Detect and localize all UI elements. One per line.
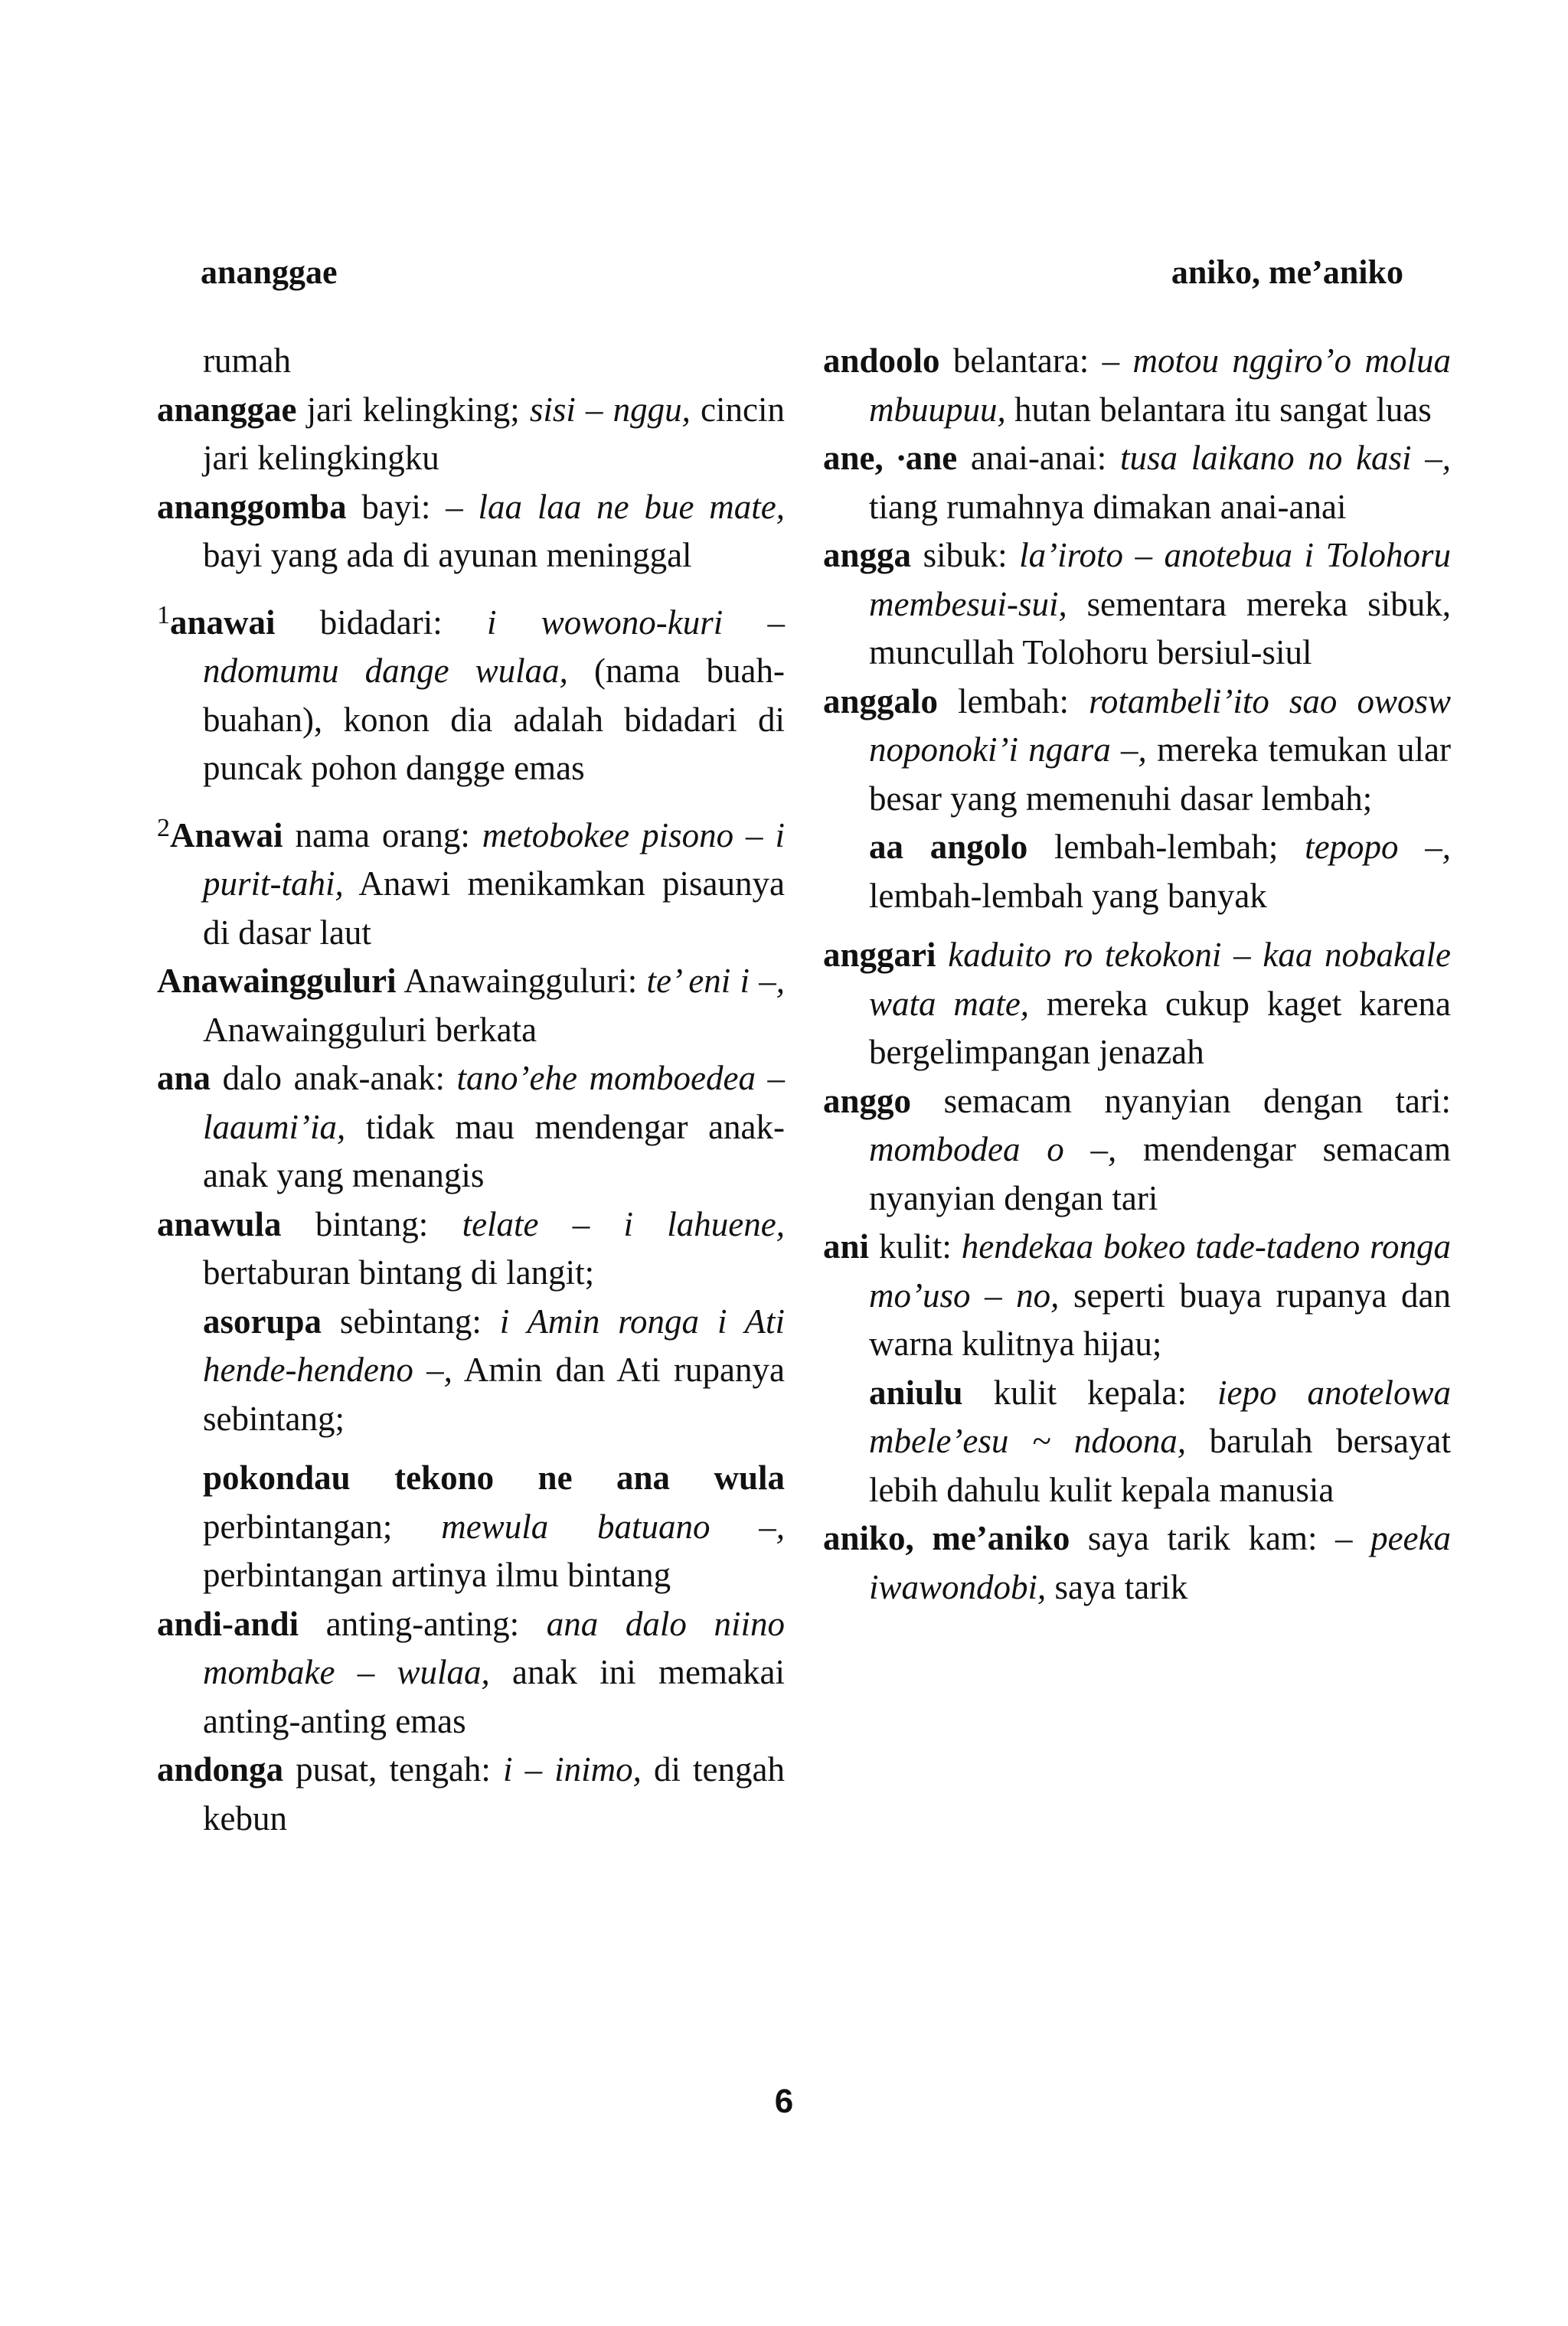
definition: Anawaingguluri: (396, 962, 647, 1000)
headword: anggalo (823, 681, 939, 720)
translation: Anawi menikamkan pisaunya di dasar laut (203, 864, 785, 952)
entry-ani (823, 1223, 1451, 1369)
headword: ana (157, 1059, 211, 1097)
translation: sementara mereka sibuk, muncullah Tolohoru bersiul-siul (869, 584, 1451, 671)
example: i wowono-kuri – ndomumu dange wulaa, (203, 603, 785, 690)
headword: Anawai (170, 815, 283, 854)
entry-ananggomba (157, 483, 785, 580)
definition: sebintang: (322, 1302, 500, 1341)
subentry-asorupa (157, 1298, 785, 1444)
headword: anawai (170, 603, 276, 642)
example: tusa laikano no kasi –, (1119, 439, 1452, 477)
translation: anak ini memakai anting-anting emas (203, 1653, 785, 1740)
definition: nama orang: (283, 815, 482, 854)
entry-anggari (823, 931, 1451, 1077)
entry-ananggae (157, 386, 785, 483)
definition (936, 936, 949, 974)
subentry-aniulu (823, 1369, 1451, 1515)
example: kaduito ro tekokoni – kaa nobakale wata mate, (869, 936, 1451, 1023)
definition: perbintangan; (203, 1507, 442, 1546)
example: tepopo –, (1305, 828, 1451, 866)
translation: lembah-lembah yang banyak (869, 876, 1267, 915)
entry-anawula (157, 1201, 785, 1298)
definition: bayi: – (346, 487, 479, 526)
example: metobokee pisono – i purit-tahi, (203, 815, 785, 903)
entry-anggalo (823, 678, 1451, 824)
entry-angga (823, 531, 1451, 678)
headword: aniulu (869, 1373, 963, 1412)
translation: di tengah kebun (203, 1750, 785, 1838)
translation: seperti buaya rupanya dan warna kulitnya hijau; (869, 1276, 1451, 1363)
example: tano’ehe momboedea – laaumi’ia, (203, 1059, 785, 1146)
translation: bertaburan bintang di langit; (203, 1253, 595, 1292)
headword: aniko, me’aniko (823, 1519, 1070, 1557)
entry-ana-dalo (157, 1054, 785, 1201)
example: iepo anotelowa mbele’esu ~ ndoona, (869, 1373, 1451, 1460)
translation: mereka temukan ular besar yang memenuhi dasar lembah; (869, 730, 1451, 818)
definition: dalo anak-anak: (211, 1059, 457, 1097)
definition: bidadari: (275, 603, 487, 642)
example: ana dalo niino mombake – wulaa, (203, 1604, 785, 1691)
entry-anawai-2 (157, 804, 785, 958)
subentry-aa-angolo (823, 823, 1451, 920)
example: peeka iwawondobi, (869, 1519, 1451, 1606)
definition: anai-anai: (957, 439, 1120, 477)
example: hendekaa bokeo tade-tadeno ronga mo’uso – no, (869, 1227, 1451, 1315)
definition: sibuk: (911, 536, 1020, 574)
translation: barulah bersayat lebih dahulu kulit kepala manusia (869, 1422, 1451, 1509)
headword: ananggomba (157, 487, 347, 526)
headword: anggo (823, 1081, 912, 1120)
definition: semacam nyanyian dengan tari: (911, 1081, 1451, 1120)
headword: ani (823, 1227, 870, 1266)
entry-andoolo (823, 337, 1451, 434)
example: motou nggiro’o molua mbuupuu, (869, 341, 1451, 429)
example: telate – i lahuene, (462, 1204, 785, 1243)
entry-andi-andi (157, 1600, 785, 1746)
definition: jari kelingking; (296, 390, 530, 429)
translation: hutan belantara itu sangat luas (1005, 390, 1432, 429)
example: laa laa ne bue mate, (478, 487, 785, 526)
example: te’ eni i –, (646, 962, 785, 1000)
entry-ane (823, 434, 1451, 531)
headword: andi-andi (157, 1604, 299, 1643)
translation: mereka cukup kaget karena bergelimpangan jenazah (869, 984, 1451, 1071)
example: sisi – nggu, (529, 390, 691, 429)
entry-continuation (157, 337, 785, 386)
homonym-number: 1 (157, 600, 170, 629)
entry-anggo (823, 1077, 1451, 1223)
page-number: 6 (774, 2083, 794, 2120)
definition: anting-anting: (299, 1604, 547, 1643)
running-header-left: ananggae (201, 253, 338, 291)
translation: bayi yang ada di ayunan meninggal (203, 536, 692, 574)
headword: aa angolo (869, 828, 1028, 866)
headword: andonga (157, 1750, 284, 1789)
definition: kulit kepala: (962, 1373, 1218, 1412)
entry-aniko (823, 1514, 1451, 1612)
definition: kulit: (869, 1227, 962, 1266)
translation: mendengar semacam nyanyian dengan tari (869, 1130, 1451, 1217)
headword: pokondau tekono ne ana wula (203, 1459, 785, 1497)
translation: Anawaingguluri berkata (203, 1010, 537, 1049)
translation: perbintangan artinya ilmu bintang (203, 1556, 671, 1594)
example: i Amin ronga i Ati hende-hendeno –, (203, 1302, 786, 1389)
entry-anawaingguluri (157, 957, 785, 1054)
example: mombodea o –, (869, 1130, 1117, 1168)
translation: cincin jari kelingkingku (203, 390, 786, 477)
headword: ane, ∙ane (823, 439, 958, 477)
left-column (157, 337, 785, 1843)
headword: anawula (157, 1204, 282, 1243)
entry-andonga (157, 1746, 785, 1843)
headword: angga (823, 536, 912, 574)
entry-anawai-1 (157, 591, 785, 793)
subentry-pokondau (157, 1454, 785, 1600)
translation: tidak mau mendengar anak-anak yang menangis (203, 1107, 785, 1194)
translation: Amin dan Ati rupanya sebintang; (203, 1351, 785, 1438)
example: rotambeli’ito sao owosw noponoki’i ngara –, (869, 681, 1451, 769)
headword: asorupa (203, 1302, 322, 1341)
right-column (823, 337, 1451, 1612)
definition: pusat, tengah: (283, 1750, 503, 1789)
definition: lembah: (938, 681, 1089, 720)
translation: tiang rumahnya dimakan anai-anai (869, 487, 1347, 526)
translation: saya tarik (1046, 1567, 1188, 1606)
headword: andoolo (823, 341, 940, 380)
definition: bintang: (281, 1204, 462, 1243)
definition: saya tarik kam: – (1070, 1519, 1371, 1557)
homonym-number: 2 (157, 813, 170, 842)
translation: (nama buah-buahan), konon dia adalah bidadari di puncak pohon dangge emas (203, 652, 785, 787)
headword: anggari (823, 936, 936, 974)
definition: belantara: – (939, 341, 1133, 380)
example: i – inimo, (503, 1750, 642, 1789)
definition: rumah (203, 341, 291, 380)
definition: lembah-lembah; (1027, 828, 1305, 866)
example: mewula batuano –, (441, 1507, 785, 1546)
headword: Anawaingguluri (157, 962, 397, 1000)
running-header-right: aniko, me’aniko (1171, 253, 1403, 291)
headword: ananggae (157, 390, 297, 429)
example: la’iroto – anotebua i Tolohoru membesui-sui, (869, 536, 1451, 623)
